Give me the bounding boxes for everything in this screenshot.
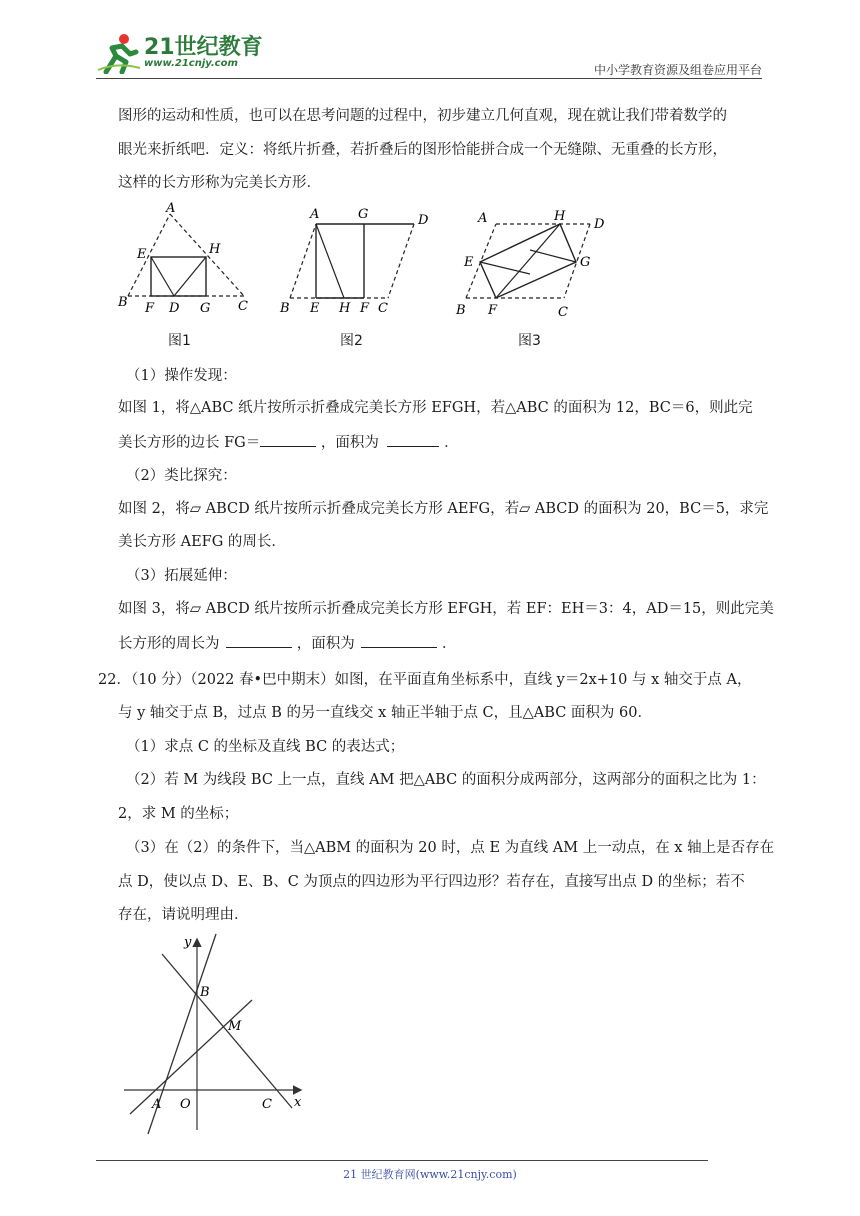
fig1-label-e: E — [137, 247, 147, 262]
fig2-label-d: D — [418, 213, 429, 228]
figure-2 — [278, 200, 438, 349]
intro-line-2: 眼光来折纸吧．定义：将纸片折叠，若折叠后的图形恰能拼合成一个无缝隙、无重叠的长方形， — [118, 142, 727, 158]
fig3-label-c: C — [558, 305, 568, 320]
graph-label-x: x — [294, 1095, 302, 1110]
graph-label-c: C — [262, 1097, 272, 1112]
fig2-label-h: H — [339, 301, 351, 315]
q22-part3-line1: （3）在（2）的条件下，当△ABM 的面积为 20 时，点 E 为直线 AM 上一动点，在 x 轴上是否存在 — [126, 840, 775, 856]
q22-line1: 22．（10 分）（2022 春•巴中期末）如图，在平面直角坐标系中，直线 y＝2x+10 与 x 轴交于点 A， — [98, 672, 752, 688]
fig3-label-e: E — [464, 255, 474, 270]
logo-text: 21世纪教育 — [144, 35, 263, 60]
fig2-label-c: C — [378, 301, 388, 315]
figure-1 — [114, 200, 254, 349]
answer-blank-area[interactable] — [387, 432, 439, 447]
intro-line-1: 图形的运动和性质，也可以在思考问题的过程中，初步建立几何直观，现在就让我们带着数学的 — [118, 108, 727, 124]
fig1-label-b: B — [118, 295, 128, 310]
q22-line2: 与 y 轴交于点 B，过点 B 的另一直线交 x 轴正半轴于点 C，且△ABC 面积为 60． — [118, 705, 652, 721]
graph-label-b: B — [200, 985, 210, 1000]
q21-part2-title: （2）类比探究： — [126, 468, 237, 484]
footer-text: 21 世纪教育网(www.21cnjy.com) — [343, 1168, 517, 1181]
fig3-label-g: G — [580, 255, 591, 270]
fig1-label-g: G — [200, 301, 211, 315]
q21-part1-line1: 如图 1，将△ABC 纸片按所示折叠成完美长方形 EFGH，若△ABC 的面积为 12，BC＝6，则此完 — [118, 400, 753, 416]
fig3-label-b: B — [456, 303, 466, 318]
fig3-label-f: F — [488, 303, 498, 318]
q21-part2-line1: 如图 2，将▱ ABCD 纸片按所示折叠成完美长方形 AEFG，若▱ ABCD 的面积为 20，BC＝5，求完 — [118, 501, 769, 517]
figure-3 — [452, 200, 612, 349]
q22-part2-line2: 2，求 M 的坐标； — [118, 806, 239, 822]
q21-part3-line1: 如图 3，将▱ ABCD 纸片按所示折叠成完美长方形 EFGH，若 EF：EH＝3：4，AD＝15，则此完美 — [118, 601, 774, 617]
q22-part2-line1: （2）若 M 为线段 BC 上一点，直线 AM 把△ABC 的面积分成两部分，这两部分的面积之比为 1： — [126, 772, 766, 788]
q21-part3-line2: 长方形的周长为 ，面积为 ． — [118, 633, 456, 654]
fig1-label-d: D — [169, 301, 180, 315]
footer-divider — [96, 1160, 708, 1161]
q21-part1-title: （1）操作发现： — [126, 368, 237, 384]
logo-url: www.21cnjy.com — [144, 58, 238, 69]
figure-1-caption: 图1 — [168, 333, 191, 349]
fig1-label-a: A — [166, 201, 176, 216]
answer-blank-perimeter[interactable] — [226, 633, 292, 648]
q21-part3-title: （3）拓展延伸： — [126, 568, 237, 584]
answer-blank-fg[interactable] — [260, 432, 316, 447]
q21-part2-line2: 美长方形 AEFG 的周长． — [118, 534, 286, 550]
header-divider — [96, 78, 762, 79]
q21-part1-line2: 美长方形的边长 FG＝ ，面积为 ． — [118, 432, 459, 453]
fig1-label-h: H — [209, 242, 221, 257]
runner-logo-icon — [96, 32, 142, 74]
graph-label-m: M — [228, 1019, 242, 1034]
graph-label-y: y — [184, 935, 192, 950]
answer-blank-area-3[interactable] — [361, 633, 437, 648]
fig3-label-d: D — [594, 217, 605, 232]
fig2-label-b: B — [280, 301, 290, 315]
graph-label-o: O — [180, 1097, 191, 1112]
q22-part3-line3: 存在，请说明理由． — [118, 907, 249, 923]
fig1-label-f: F — [145, 301, 155, 315]
figure-3-caption: 图3 — [518, 333, 541, 349]
intro-line-3: 这样的长方形称为完美长方形． — [118, 175, 321, 191]
platform-name: 中小学教育资源及组卷应用平台 — [593, 63, 762, 77]
graph-label-a: A — [152, 1097, 162, 1112]
figure-2-caption: 图2 — [340, 333, 363, 349]
coordinate-graph — [120, 930, 320, 1144]
fig2-label-e: E — [310, 301, 320, 315]
fig2-label-a: A — [310, 207, 320, 222]
q22-part3-line2: 点 D，使以点 D、E、B、C 为顶点的四边形为平行四边形？若存在，直接写出点 D 的坐标；若不 — [118, 874, 745, 890]
fig2-label-f: F — [360, 301, 370, 315]
fig1-label-c: C — [238, 299, 248, 314]
q22-part1: （1）求点 C 的坐标及直线 BC 的表达式； — [126, 739, 405, 755]
fig2-label-g: G — [358, 207, 369, 222]
fig3-label-a: A — [478, 211, 488, 226]
fig3-label-h: H — [554, 209, 566, 224]
page-header — [96, 30, 762, 80]
